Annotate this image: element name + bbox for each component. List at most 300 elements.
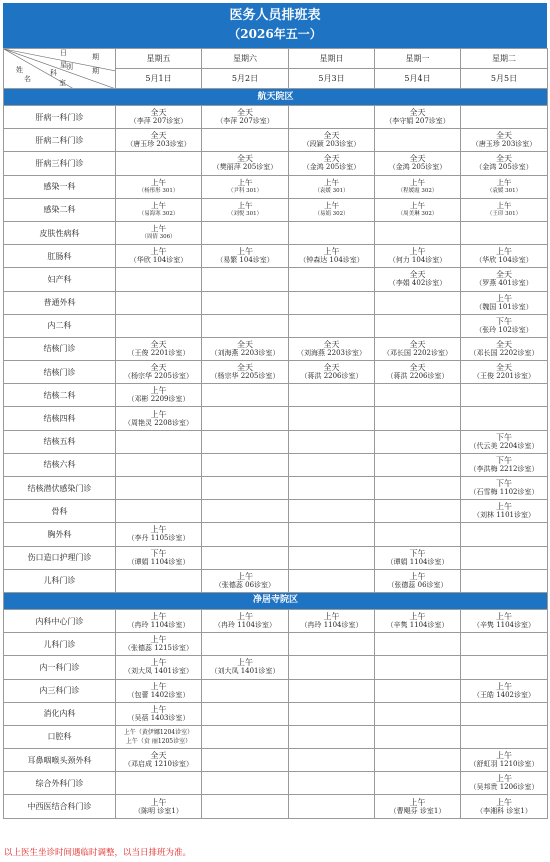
shift-cell	[116, 725, 202, 748]
department-name: 伤口造口护理门诊	[4, 546, 116, 569]
shift-cell	[375, 546, 461, 569]
weekday-header: 星期日	[289, 49, 375, 69]
department-name: 结核五科	[4, 430, 116, 453]
doctor-room: （罗燕 401诊室）	[475, 279, 533, 288]
shift-time: 全天	[496, 339, 512, 349]
shift-cell	[116, 500, 202, 523]
department-name: 普通外科	[4, 291, 116, 314]
shift-time: 上午	[496, 177, 512, 187]
doctor-room: （金鸿 205诊室）	[388, 163, 447, 172]
shift-cell	[461, 106, 548, 129]
shift-cell	[461, 453, 548, 476]
shift-cell	[375, 453, 461, 476]
page-subtitle: （2026年五一）	[228, 27, 322, 41]
shift-cell	[375, 175, 461, 198]
schedule-row	[4, 291, 548, 314]
corner-label-xing: 星	[60, 61, 67, 69]
corner-label-xingming2: 名	[24, 75, 31, 83]
department-name: 结核四科	[4, 407, 116, 430]
doctor-room: （周艳灵 2208诊室）	[123, 418, 194, 427]
shift-cell	[202, 609, 289, 632]
shift-time: 上午	[237, 200, 253, 210]
shift-cell	[202, 656, 289, 679]
shift-cell	[116, 129, 202, 152]
department-name: 皮肤性病科	[4, 221, 116, 244]
doctor-room: （张德蕊 1215诊室）	[123, 644, 194, 653]
shift-cell	[375, 129, 461, 152]
shift-cell	[202, 407, 289, 430]
shift-cell	[289, 569, 375, 592]
shift-cell	[461, 609, 548, 632]
schedule-row	[4, 245, 548, 268]
doctor-room: （张德蕊 06诊室）	[214, 580, 276, 589]
shift-cell	[461, 725, 548, 748]
shift-cell	[116, 569, 202, 592]
corner-label-bie: 别	[66, 63, 73, 71]
doctor-room: （刘海燕 2203诊室）	[210, 348, 280, 357]
doctor-room: （袁媛 301）	[314, 187, 349, 194]
section-header-row	[4, 89, 548, 106]
section-header-row	[4, 592, 548, 609]
doctor-room: （代云美 2204诊室）	[469, 441, 539, 450]
shift-time: 上午	[237, 612, 253, 622]
shift-time: 上午	[409, 797, 426, 807]
doctor-room: （杨宗华 2205诊室）	[210, 372, 280, 381]
department-name: 口腔科	[4, 725, 116, 748]
schedule-row	[4, 500, 548, 523]
doctor-room: （邓启成 1210诊室）	[123, 760, 194, 769]
shift-cell	[289, 749, 375, 772]
shift-cell	[202, 129, 289, 152]
shift-cell	[116, 221, 202, 244]
corner-label-qi2: 期	[92, 67, 99, 75]
corner-label-xingming1: 姓	[16, 66, 23, 74]
shift-cell	[116, 384, 202, 407]
shift-cell	[289, 314, 375, 337]
shift-cell	[116, 749, 202, 772]
shift-time: 上午	[324, 177, 339, 187]
schedule-row	[4, 268, 548, 291]
department-name: 胸外科	[4, 523, 116, 546]
doctor-room: （李丹 1105诊室）	[127, 534, 190, 543]
department-name: 结核六科	[4, 453, 116, 476]
doctor-room: （周倩 306）	[141, 234, 176, 241]
shift-time: 上午	[496, 200, 512, 210]
shift-time: 下午	[496, 316, 512, 326]
shift-time: 上午	[151, 200, 166, 210]
shift-time: 上午	[410, 177, 425, 187]
schedule-row	[4, 221, 548, 244]
department-name: 妇产科	[4, 268, 116, 291]
department-name: 内二科	[4, 314, 116, 337]
shift-time: 上午	[496, 681, 512, 691]
shift-cell	[116, 268, 202, 291]
shift-time: 上午	[323, 612, 340, 622]
shift-cell	[375, 407, 461, 430]
shift-cell	[202, 633, 289, 656]
shift-cell	[461, 245, 548, 268]
schedule-row	[4, 384, 548, 407]
shift-time: 全天	[409, 339, 426, 349]
shift-cell	[202, 152, 289, 175]
doctor-room: （辛隽 1104诊室）	[386, 621, 449, 630]
page-title: 医务人员排班表	[229, 8, 321, 23]
shift-cell	[375, 795, 461, 818]
department-name: 肝病三科门诊	[4, 152, 116, 175]
doctor-room: （易海寒 302）	[138, 210, 179, 217]
header-corner-cell	[4, 49, 116, 89]
shift-time: 上午	[150, 612, 167, 622]
doctor-room: （王俊 2201诊室）	[472, 372, 536, 381]
shift-cell	[202, 546, 289, 569]
shift-cell	[461, 633, 548, 656]
corner-label-ke: 科	[50, 69, 57, 77]
shift-cell	[202, 314, 289, 337]
doctor-room: （刘悦 301）	[227, 210, 263, 217]
doctor-room: （谭娟 1104诊室）	[127, 557, 190, 566]
department-name: 结核潜伏感染门诊	[4, 477, 116, 500]
title-banner	[3, 3, 547, 48]
shift-cell	[289, 795, 375, 818]
doctor-room: （易娟 302）	[314, 210, 349, 217]
doctor-room: （金鸿 205诊室）	[475, 163, 533, 172]
shift-time: 全天	[496, 131, 512, 141]
shift-time: 全天	[409, 154, 426, 164]
shift-cell	[289, 546, 375, 569]
shift-cell	[202, 361, 289, 384]
schedule-row	[4, 795, 548, 818]
doctor-room: （邓长国 2202诊室）	[469, 348, 539, 357]
shift-cell	[202, 749, 289, 772]
shift-cell	[116, 430, 202, 453]
shift-cell	[202, 291, 289, 314]
footer-note: 以上医生坐诊时间遇临时调整，以当日排班为准。	[4, 848, 192, 858]
department-name: 结核门诊	[4, 337, 116, 360]
schedule-row	[4, 523, 548, 546]
department-name: 内一科门诊	[4, 656, 116, 679]
shift-cell	[202, 795, 289, 818]
shift-time: 全天	[237, 108, 253, 118]
shift-cell	[116, 795, 202, 818]
shift-cell	[202, 221, 289, 244]
doctor-room: （邓长国 2202诊室）	[382, 348, 453, 357]
shift-time: 上午	[237, 177, 253, 187]
shift-time: 全天	[409, 270, 426, 280]
schedule-row	[4, 679, 548, 702]
shift-time: 上午	[237, 658, 253, 668]
doctor-room: （李娟 402诊室）	[388, 279, 447, 288]
shift-cell	[375, 679, 461, 702]
doctor-room: （邓彬 2209诊室）	[127, 395, 190, 404]
department-name: 感染一科	[4, 175, 116, 198]
schedule-row	[4, 152, 548, 175]
date-header: 5月3日	[289, 69, 375, 89]
shift-time: 全天	[150, 339, 167, 349]
shift-cell	[116, 337, 202, 360]
schedule-row	[4, 569, 548, 592]
department-name: 内三科门诊	[4, 679, 116, 702]
shift-cell	[461, 198, 548, 221]
shift-cell	[289, 477, 375, 500]
schedule-row	[4, 198, 548, 221]
doctor-room: （冉玲 1104诊室）	[127, 621, 190, 630]
shift-cell	[461, 221, 548, 244]
weekday-header: 星期一	[375, 49, 461, 69]
shift-cell	[289, 337, 375, 360]
shift-cell	[461, 337, 548, 360]
weekday-header: 星期六	[202, 49, 289, 69]
schedule-row	[4, 430, 548, 453]
shift-cell	[289, 725, 375, 748]
shift-cell	[116, 702, 202, 725]
schedule-row	[4, 175, 548, 198]
shift-time: 上午	[410, 200, 425, 210]
shift-cell	[289, 679, 375, 702]
shift-time: 上午	[151, 177, 166, 187]
shift-time: 全天	[409, 108, 426, 118]
doctor-room: （冉玲 1104诊室）	[300, 621, 363, 630]
doctor-room: （尹科 301）	[227, 187, 263, 194]
shift-time: 下午	[496, 432, 512, 442]
shift-cell	[461, 749, 548, 772]
shift-cell	[375, 656, 461, 679]
shift-time: 上午	[496, 797, 512, 807]
shift-cell	[461, 546, 548, 569]
shift-cell	[461, 268, 548, 291]
doctor-room: （唐玉珍 203诊室）	[126, 140, 191, 149]
shift-cell	[375, 702, 461, 725]
shift-cell	[375, 106, 461, 129]
department-name: 消化内科	[4, 702, 116, 725]
shift-cell	[289, 291, 375, 314]
shift-cell	[375, 749, 461, 772]
shift-cell	[375, 500, 461, 523]
shift-cell	[289, 772, 375, 795]
doctor-room: （华欣 104诊室）	[129, 256, 188, 265]
schedule-row	[4, 407, 548, 430]
schedule-row	[4, 656, 548, 679]
shift-cell	[116, 679, 202, 702]
shift-time: 上午	[496, 502, 512, 512]
shift-cell	[116, 198, 202, 221]
shift-time: 全天	[237, 339, 253, 349]
shift-cell	[289, 245, 375, 268]
doctor-room: （樊丽萍 205诊室）	[212, 163, 278, 172]
department-name: 中西医结合科门诊	[4, 795, 116, 818]
doctor-room: 上午（贲 丽1205诊室）	[125, 737, 192, 745]
doctor-room: （段颖 203诊室）	[302, 140, 361, 149]
shift-cell	[375, 633, 461, 656]
shift-cell	[202, 772, 289, 795]
shift-cell	[375, 725, 461, 748]
date-header: 5月5日	[461, 69, 548, 89]
department-name: 综合外科门诊	[4, 772, 116, 795]
doctor-room: （唐玉珍 203诊室）	[471, 140, 537, 149]
department-name: 结核二科	[4, 384, 116, 407]
corner-label-qi: 期	[92, 53, 99, 61]
doctor-room: （李守娟 207诊室）	[385, 117, 450, 126]
department-name: 感染二科	[4, 198, 116, 221]
doctor-room: （何力 104诊室）	[388, 256, 447, 265]
schedule-row	[4, 609, 548, 632]
shift-cell	[461, 430, 548, 453]
shift-time: 上午	[150, 247, 167, 257]
shift-cell	[116, 106, 202, 129]
schedule-row	[4, 702, 548, 725]
shift-cell	[116, 453, 202, 476]
shift-cell	[461, 314, 548, 337]
section-title: 航天院区	[4, 89, 548, 106]
shift-time: 上午	[496, 293, 512, 303]
schedule-row	[4, 546, 548, 569]
schedule-row	[4, 749, 548, 772]
shift-time: 上午	[150, 409, 167, 419]
shift-time: 上午	[237, 571, 253, 581]
shift-cell	[461, 407, 548, 430]
doctor-room: （舒虹羽 1210诊室）	[469, 760, 539, 769]
department-name: 肛肠科	[4, 245, 116, 268]
shift-cell	[202, 500, 289, 523]
shift-cell	[375, 430, 461, 453]
shift-cell	[116, 407, 202, 430]
shift-cell	[461, 795, 548, 818]
shift-cell	[461, 523, 548, 546]
shift-cell	[289, 152, 375, 175]
doctor-room: （王俊 2201诊室）	[127, 348, 190, 357]
shift-cell	[461, 129, 548, 152]
shift-time: 上午	[150, 704, 167, 714]
schedule-row	[4, 477, 548, 500]
shift-cell	[202, 453, 289, 476]
shift-cell	[461, 702, 548, 725]
doctor-room: （李洪梅 2212诊室）	[469, 464, 539, 473]
shift-time: 全天	[496, 363, 512, 373]
shift-cell	[116, 477, 202, 500]
shift-cell	[289, 106, 375, 129]
department-name: 肝病一科门诊	[4, 106, 116, 129]
corner-label-ri: 日	[60, 49, 67, 57]
department-name: 内科中心门诊	[4, 609, 116, 632]
shift-time: 上午	[150, 386, 167, 396]
shift-time: 上午	[237, 247, 253, 257]
shift-cell	[116, 523, 202, 546]
doctor-room: （刘海燕 2203诊室）	[296, 348, 367, 357]
shift-cell	[289, 633, 375, 656]
shift-cell	[116, 361, 202, 384]
shift-time: 全天	[150, 131, 167, 141]
shift-time: 上午	[496, 751, 512, 761]
shift-time: 全天	[323, 131, 340, 141]
shift-cell	[461, 679, 548, 702]
doctor-room: （杨彤彤 301）	[138, 187, 179, 194]
doctor-room: （刘林 1101诊室）	[472, 511, 536, 520]
shift-cell	[289, 702, 375, 725]
shift-time: 上午	[150, 681, 167, 691]
shift-time: 上午	[151, 224, 166, 234]
weekday-header: 星期五	[116, 49, 202, 69]
shift-time: 全天	[323, 154, 340, 164]
shift-time: 全天	[409, 363, 426, 373]
doctor-room: （周美琳 302）	[397, 210, 438, 217]
shift-cell	[202, 569, 289, 592]
doctor-room: （蒋洪 2206诊室）	[300, 372, 363, 381]
shift-cell	[289, 384, 375, 407]
shift-cell	[375, 221, 461, 244]
shift-time: 上午	[150, 658, 167, 668]
date-header: 5月2日	[202, 69, 289, 89]
shift-cell	[116, 656, 202, 679]
shift-time: 上午	[324, 200, 339, 210]
shift-time: 上午（黄伊娜1204诊室）	[123, 728, 194, 736]
schedule-row	[4, 633, 548, 656]
shift-cell	[116, 314, 202, 337]
shift-time: 全天	[496, 154, 512, 164]
shift-cell	[375, 569, 461, 592]
shift-cell	[202, 477, 289, 500]
shift-time: 上午	[496, 774, 512, 784]
shift-cell	[202, 245, 289, 268]
doctor-room: （谭娟 1104诊室）	[386, 557, 449, 566]
shift-cell	[375, 523, 461, 546]
schedule-row	[4, 129, 548, 152]
doctor-room: （袁媛 301）	[486, 187, 522, 194]
doctor-room: （辛隽 1104诊室）	[472, 621, 536, 630]
shift-time: 上午	[409, 571, 426, 581]
weekday-header: 星期二	[461, 49, 548, 69]
shift-time: 全天	[150, 363, 167, 373]
shift-cell	[202, 106, 289, 129]
doctor-room: （金鸿 205诊室）	[302, 163, 361, 172]
shift-time: 下午	[150, 548, 167, 558]
shift-cell	[116, 609, 202, 632]
doctor-room: （石雪梅 1102诊室）	[469, 488, 539, 497]
shift-cell	[116, 245, 202, 268]
shift-cell	[375, 384, 461, 407]
shift-time: 上午	[409, 247, 426, 257]
shift-time: 下午	[409, 548, 426, 558]
doctor-room: （吴蓓 1403诊室）	[127, 713, 190, 722]
department-name: 骨科	[4, 500, 116, 523]
shift-time: 全天	[237, 363, 253, 373]
shift-cell	[375, 291, 461, 314]
shift-cell	[461, 361, 548, 384]
shift-cell	[202, 337, 289, 360]
department-name: 儿科门诊	[4, 633, 116, 656]
shift-cell	[202, 384, 289, 407]
schedule-row	[4, 106, 548, 129]
shift-cell	[461, 569, 548, 592]
date-header: 5月4日	[375, 69, 461, 89]
doctor-room: （蒋洪 2206诊室）	[386, 372, 449, 381]
shift-time: 下午	[496, 479, 512, 489]
shift-cell	[289, 609, 375, 632]
doctor-room: （钟森达 104诊室）	[299, 256, 364, 265]
shift-time: 上午	[496, 247, 512, 257]
shift-cell	[289, 361, 375, 384]
shift-time: 上午	[409, 612, 426, 622]
shift-cell	[461, 500, 548, 523]
doctor-room: （李萍 207诊室）	[216, 117, 274, 126]
shift-cell	[289, 268, 375, 291]
doctor-room: （程媛霞 302）	[397, 187, 438, 194]
shift-cell	[202, 725, 289, 748]
doctor-room: （杨宗华 2205诊室）	[123, 372, 194, 381]
shift-cell	[375, 361, 461, 384]
shift-cell	[202, 268, 289, 291]
shift-cell	[461, 384, 548, 407]
schedule-row	[4, 772, 548, 795]
shift-cell	[289, 523, 375, 546]
